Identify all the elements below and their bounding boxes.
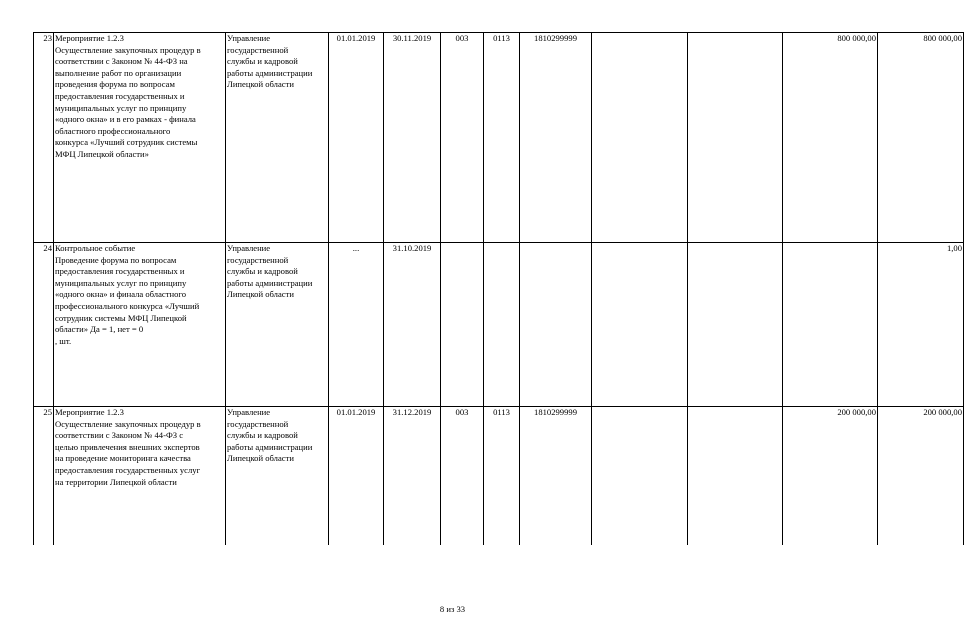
table-row <box>34 33 964 243</box>
row-end-date: 31.10.2019 <box>384 243 441 407</box>
row-csr-code: 1810299999 <box>520 407 592 545</box>
executor-line: Управление <box>227 407 271 417</box>
row-number: 23 <box>34 33 54 243</box>
description-line: Контрольное событие <box>55 243 136 253</box>
row-total: 200 000,00 <box>878 407 964 545</box>
row-executor <box>226 33 329 243</box>
description-line: соответствии с Законом № 44-ФЗ на <box>55 56 188 67</box>
row-col9 <box>592 243 688 407</box>
row-rzpr-code <box>484 243 520 407</box>
description-line: предоставления государственных и <box>55 266 185 277</box>
executor-line: Липецкой области <box>227 79 294 90</box>
row-amount: 200 000,00 <box>783 407 878 545</box>
row-col9 <box>592 33 688 243</box>
table-row <box>34 243 964 407</box>
row-description <box>54 33 226 243</box>
executor-line: Управление <box>227 33 271 43</box>
description-line: выполнение работ по организации <box>55 67 182 78</box>
row-description <box>54 407 226 545</box>
row-description <box>54 243 226 407</box>
executor-line: государственной <box>227 418 289 429</box>
plan-table <box>33 32 964 545</box>
description-line: МФЦ Липецкой области» <box>55 148 149 159</box>
row-start-date: ... <box>329 243 384 407</box>
description-line: Осуществление закупочных процедур в <box>55 418 201 429</box>
row-csr-code <box>520 243 592 407</box>
row-amount: 800 000,00 <box>783 33 878 243</box>
description-line: сотрудник системы МФЦ Липецкой <box>55 312 187 323</box>
description-line: на проведение мониторинга качества <box>55 453 191 464</box>
executor-line: работы администрации <box>227 277 313 288</box>
executor-line: службы и кадровой <box>227 266 298 277</box>
executor-line: Управление <box>227 243 271 253</box>
executor-line: службы и кадровой <box>227 430 298 441</box>
row-number: 25 <box>34 407 54 545</box>
executor-line: работы администрации <box>227 441 313 452</box>
row-total: 1,00 <box>878 243 964 407</box>
executor-line: Липецкой области <box>227 289 294 300</box>
row-amount <box>783 243 878 407</box>
row-end-date: 31.12.2019 <box>384 407 441 545</box>
description-line: Мероприятие 1.2.3 <box>55 33 124 43</box>
row-start-date: 01.01.2019 <box>329 407 384 545</box>
row-grbs-code: 003 <box>441 407 484 545</box>
description-line: предоставления государственных и <box>55 90 185 101</box>
row-start-date: 01.01.2019 <box>329 33 384 243</box>
row-executor <box>226 407 329 545</box>
executor-line: государственной <box>227 44 289 55</box>
description-line: муниципальных услуг по принципу <box>55 102 187 113</box>
description-line: соответствии с Законом № 44-ФЗ с <box>55 430 184 441</box>
description-line: Осуществление закупочных процедур в <box>55 44 201 55</box>
table-row <box>34 407 964 545</box>
description-line: профессионального конкурса «Лучший <box>55 300 200 311</box>
description-line: целью привлечения внешних экспертов <box>55 441 200 452</box>
executor-line: работы администрации <box>227 67 313 78</box>
row-rzpr-code: 0113 <box>484 407 520 545</box>
row-total: 800 000,00 <box>878 33 964 243</box>
row-number: 24 <box>34 243 54 407</box>
row-rzpr-code: 0113 <box>484 33 520 243</box>
row-end-date: 30.11.2019 <box>384 33 441 243</box>
description-line: «одного окна» и финала областного <box>55 289 186 300</box>
description-line: конкурса «Лучший сотрудник системы <box>55 137 198 148</box>
description-line: предоставления государственных услуг <box>55 464 201 475</box>
description-line: , шт. <box>55 335 72 346</box>
description-line: «одного окна» и в его рамках - финала <box>55 114 196 125</box>
row-col10 <box>688 243 783 407</box>
description-line: проведения форума по вопросам <box>55 79 175 90</box>
row-col10 <box>688 33 783 243</box>
row-col9 <box>592 407 688 545</box>
row-col10 <box>688 407 783 545</box>
description-line: муниципальных услуг по принципу <box>55 277 187 288</box>
description-line: Проведение форума по вопросам <box>55 254 177 265</box>
row-grbs-code <box>441 243 484 407</box>
row-csr-code: 1810299999 <box>520 33 592 243</box>
description-line: на территории Липецкой области <box>55 476 177 487</box>
executor-line: службы и кадровой <box>227 56 298 67</box>
executor-line: государственной <box>227 254 289 265</box>
description-line: областного профессионального <box>55 125 171 136</box>
description-line: области» Да = 1, нет = 0 <box>55 324 144 335</box>
row-grbs-code: 003 <box>441 33 484 243</box>
row-executor <box>226 243 329 407</box>
page-number: 8 из 33 <box>439 604 466 614</box>
description-line: Мероприятие 1.2.3 <box>55 407 124 417</box>
executor-line: Липецкой области <box>227 453 294 464</box>
